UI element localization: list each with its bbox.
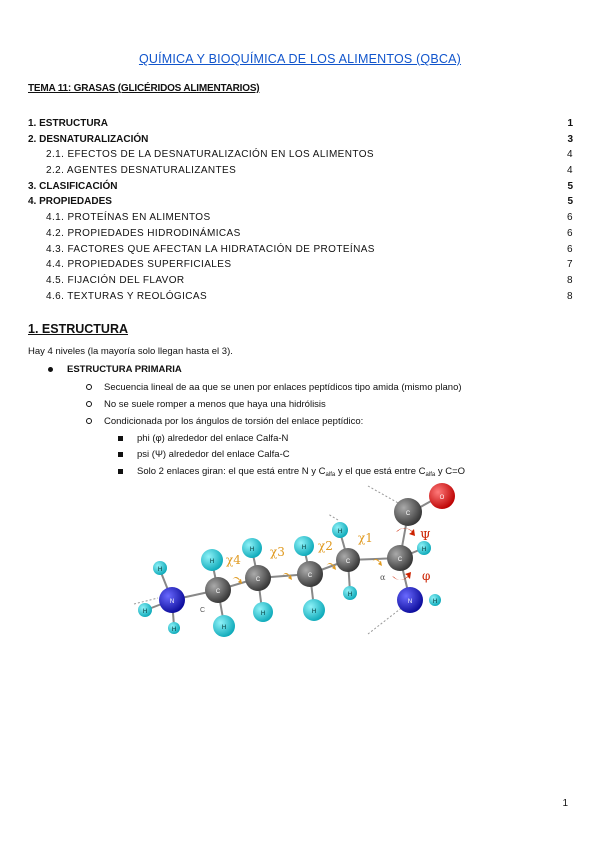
toc-entry[interactable]: 3. CLASIFICACIÓN 5 [28, 180, 573, 192]
bullet-dot-icon [48, 367, 53, 372]
svg-text:H: H [221, 625, 227, 631]
page-number: 1 [562, 798, 568, 809]
hydrogen-atoms [138, 522, 441, 637]
svg-text:H: H [249, 547, 255, 553]
svg-text:C: C [307, 573, 313, 579]
toc-entry[interactable]: 4. PROPIEDADES 5 [28, 196, 573, 208]
svg-text:H: H [301, 545, 307, 551]
svg-text:H: H [142, 609, 148, 615]
chi2-label: χ2 [318, 539, 333, 553]
bullet-square-icon [118, 436, 123, 441]
svg-text:N: N [169, 599, 175, 605]
svg-text:H: H [260, 611, 266, 617]
bullet-circle-icon [86, 418, 92, 424]
toc-entry[interactable]: 4.5. FIJACIÓN DEL FLAVOR 8 [46, 274, 573, 286]
phi-label: φ [422, 569, 431, 583]
toc-entry[interactable]: 2.2. AGENTES DESNATURALIZANTES 4 [46, 165, 573, 177]
bullet-square-icon [118, 469, 123, 474]
toc-entry[interactable]: 4.6. TEXTURAS Y REOLÓGICAS 8 [46, 290, 573, 302]
svg-text:H: H [171, 627, 177, 633]
svg-text:C: C [405, 511, 411, 517]
topic-heading: TEMA 11: GRASAS (GLICÉRIDOS ALIMENTARIOS) [28, 83, 260, 94]
toc-entry[interactable]: 4.3. FACTORES QUE AFECTAN LA HIDRATACIÓN DE PROTEÍNAS 6 [46, 243, 573, 255]
bullet-square-icon [118, 452, 123, 457]
toc-entry[interactable]: 4.2. PROPIEDADES HIDRODINÁMICAS 6 [46, 227, 573, 239]
svg-text:O: O [439, 495, 445, 501]
chi3-label: χ3 [270, 545, 285, 559]
svg-text:C: C [255, 577, 261, 583]
alpha-label: α [380, 573, 386, 582]
list-item: Secuencia lineal de aa que se unen por enlaces peptídicos tipo amida (mismo plano) [86, 382, 462, 393]
svg-text:H: H [337, 529, 343, 535]
svg-text:H: H [432, 599, 438, 605]
toc-entry[interactable]: 4.1. PROTEÍNAS EN ALIMENTOS 6 [46, 212, 573, 224]
toc-entry[interactable]: 1. ESTRUCTURA 1 [28, 118, 573, 129]
svg-text:H: H [421, 547, 427, 553]
svg-text:N: N [407, 599, 413, 605]
section-heading: 1. ESTRUCTURA [28, 322, 129, 336]
svg-text:C: C [397, 557, 403, 563]
nitrogen-atoms [159, 587, 423, 613]
toc-entry[interactable]: 2.1. EFECTOS DE LA DESNATURALIZACIÓN EN LOS ALIMENTOS 4 [46, 149, 573, 161]
svg-text:H: H [347, 592, 353, 598]
carbon-label: C [200, 607, 206, 614]
svg-text:C: C [215, 589, 221, 595]
svg-text:H: H [157, 567, 163, 573]
table-of-contents [28, 116, 573, 304]
intro-paragraph: Hay 4 niveles (la mayoría solo llegan hasta el 3). [28, 346, 233, 357]
toc-entry[interactable]: 2. DESNATURALIZACIÓN 3 [28, 133, 573, 145]
bullet-circle-icon [86, 401, 92, 407]
list-item: No se suele romper a menos que haya una hidrólisis [86, 399, 326, 410]
psi-label: Ψ [420, 529, 431, 543]
list-item: Condicionada por los ángulos de torsión del enlace peptídico: [86, 416, 363, 427]
list-item: phi (φ) alrededor del enlace Calfa-N [118, 433, 288, 444]
chi1-label: χ1 [358, 531, 373, 545]
svg-text:H: H [209, 559, 215, 565]
peptide-molecule-diagram [128, 478, 518, 648]
chi4-label: χ4 [226, 553, 241, 567]
toc-entry[interactable]: 4.4. PROPIEDADES SUPERFICIALES 7 [46, 259, 573, 271]
svg-text:C: C [345, 559, 351, 565]
svg-text:H: H [311, 609, 317, 615]
oxygen-atoms [429, 483, 455, 509]
document-title: QUÍMICA Y BIOQUÍMICA DE LOS ALIMENTOS (QBCA) [138, 52, 462, 66]
list-item: Solo 2 enlaces giran: el que está entre N y $C_{alfa}$ y el que está entre $C_{alfa}$ y C=O [118, 466, 465, 478]
carbon-atoms [205, 498, 422, 603]
bullet-primary-structure: ESTRUCTURA PRIMARIA [48, 364, 182, 375]
bullet-circle-icon [86, 384, 92, 390]
list-item: psi (Ψ) alrededor del enlace Calfa-C [118, 449, 290, 460]
